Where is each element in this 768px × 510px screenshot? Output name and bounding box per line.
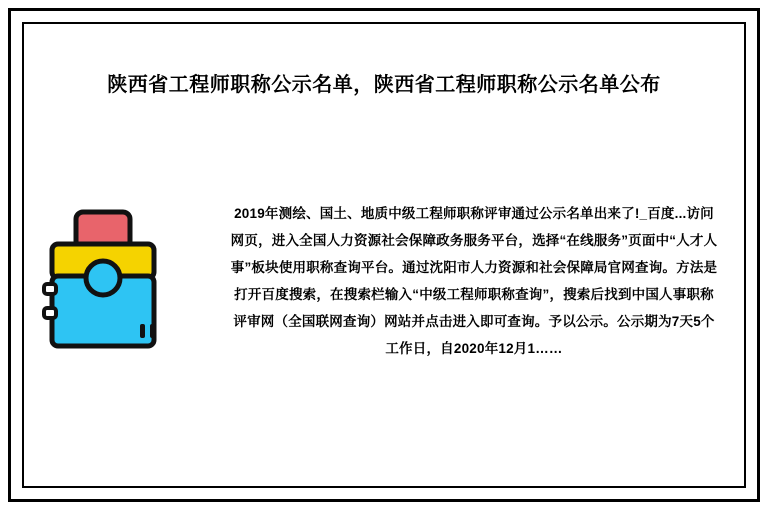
content-area [40,40,728,470]
body-area [40,180,728,398]
toolbox-icon [40,198,230,398]
page-title: 陕西省工程师职称公示名单，陕西省工程师职称公示名单公布 [107,74,661,96]
toolbox-illustration [40,198,230,398]
article-paragraph: 2019年测绘、国土、地质中级工程师职称评审通过公示名单出来了!_百度...访问 网页，进入全国人力资源社会保障政务服务平台，选择“在线服务”页面中“人才人事”板块使用职称查询平台。通过沈阳市人力资源和社会保障局官网查询。方法是打开百度搜索，在搜索栏输入“中级工程师职称查询”，搜索后找到中国人事职称评审网（全国联网查询）网站并点击进入即可查询。予以公示。公示期为7天5个工作日，自2020年12月1…… [230,206,718,356]
